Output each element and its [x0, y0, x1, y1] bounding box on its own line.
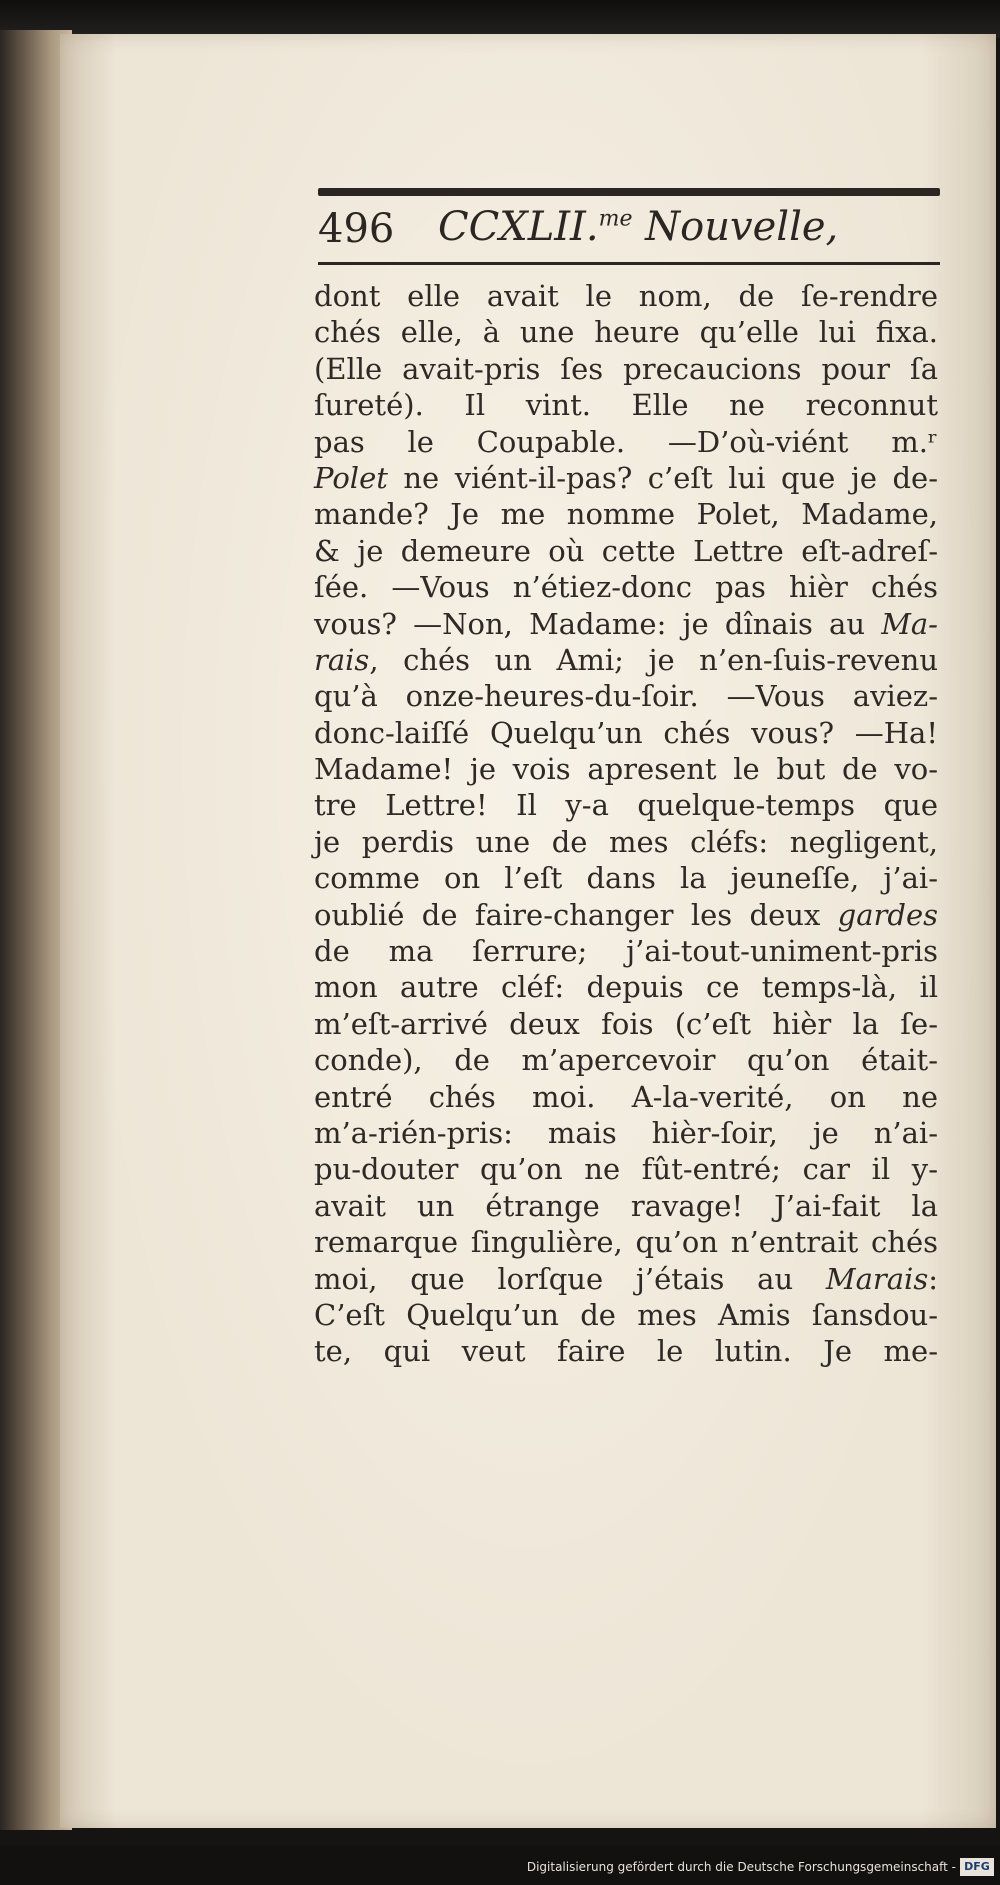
- header-rule-bottom: [318, 262, 940, 265]
- running-title-end: Nouvelle,: [632, 204, 839, 250]
- text-line: (Elle avait-pris ſes precaucions pour ſa: [314, 351, 938, 386]
- italic-text: rais: [314, 642, 370, 677]
- running-header: [318, 202, 938, 262]
- text-line: donc-laiſſé Quelqu’un chés vous? —Ha!: [314, 715, 938, 750]
- digitization-credit: Digitalisierung gefördert durch die Deutsche Forschungsgemeinschaft -: [526, 1860, 956, 1874]
- text-line: dont elle avait le nom, de ſe-rendre: [314, 279, 938, 313]
- header-rule-top: [318, 188, 940, 196]
- text-line: chés elle, à une heure qu’elle lui fixa.: [314, 315, 938, 350]
- text-line: comme on l’eſt dans la jeuneſſe, j’ai-: [314, 861, 938, 896]
- text-line: avait un étrange ravage! J’ai-fait la: [314, 1188, 938, 1223]
- text-line: pu-douter qu’on ne fût-entré; car il y-: [314, 1152, 938, 1187]
- italic-text: Marais: [825, 1261, 929, 1296]
- running-title-main: CCXLII.: [438, 204, 599, 250]
- running-title: [438, 204, 838, 250]
- text-line: & je demeure où cette Lettre eſt-adreſ-: [314, 533, 938, 568]
- italic-text: Ma-: [881, 606, 938, 641]
- text-line: ſureté). Il vint. Elle ne reconnut: [314, 388, 938, 423]
- text-line: Madame! je vois apresent le but de vo-: [314, 752, 938, 787]
- text-line: mande? Je me nomme Polet, Madame,: [314, 497, 938, 532]
- text-line: C’eſt Quelqu’un de mes Amis ſansdou-: [314, 1297, 938, 1332]
- running-title-sup: me: [598, 206, 633, 232]
- italic-text: gardes: [837, 897, 938, 932]
- text-line: pas le Coupable. —D’où-viént m.ʳ: [314, 424, 938, 459]
- text-line: oublié de faire-changer les deux gardes: [314, 897, 938, 932]
- text-line: de ma ſerrure; j’ai-tout-uniment-pris: [314, 934, 938, 969]
- text-line: m’eſt-arrivé deux fois (c’eſt hièr la ſe-: [314, 1006, 938, 1041]
- body-text: [314, 278, 938, 1370]
- text-line: conde), de m’apercevoir qu’on était-: [314, 1043, 938, 1078]
- dfg-logo: DFG: [960, 1858, 994, 1876]
- text-line: te, qui veut faire le lutin. Je me-: [314, 1334, 938, 1369]
- text-line: mon autre cléf: depuis ce temps-là, il: [314, 970, 938, 1005]
- page-number: 496: [318, 206, 395, 252]
- text-line: moi, que lorſque j’étais au Marais:: [314, 1261, 938, 1296]
- text-line: rais, chés un Ami; je n’en-ſuis-revenu: [314, 642, 938, 677]
- text-line: ſée. —Vous n’étiez-donc pas hièr chés: [314, 570, 938, 605]
- text-line: vous? —Non, Madame: je dînais au Ma-: [314, 606, 938, 641]
- text-line: entré chés moi. A-la-verité, on ne: [314, 1079, 938, 1114]
- text-line: qu’à onze-heures-du-ſoir. —Vous aviez-: [314, 679, 938, 714]
- italic-text: Polet: [314, 460, 388, 495]
- text-line: m’a-rién-pris: mais hièr-ſoir, je n’ai-: [314, 1115, 938, 1150]
- text-line: remarque ſingulière, qu’on n’entrait chés: [314, 1225, 938, 1260]
- text-line: tre Lettre! Il y-a quelque-temps que: [314, 788, 938, 823]
- scan-top-edge: [0, 0, 1000, 38]
- text-line: je perdis une de mes cléfs: negligent,: [314, 824, 938, 859]
- text-line: Polet ne viént-il-pas? c’eſt lui que je de-: [314, 460, 938, 495]
